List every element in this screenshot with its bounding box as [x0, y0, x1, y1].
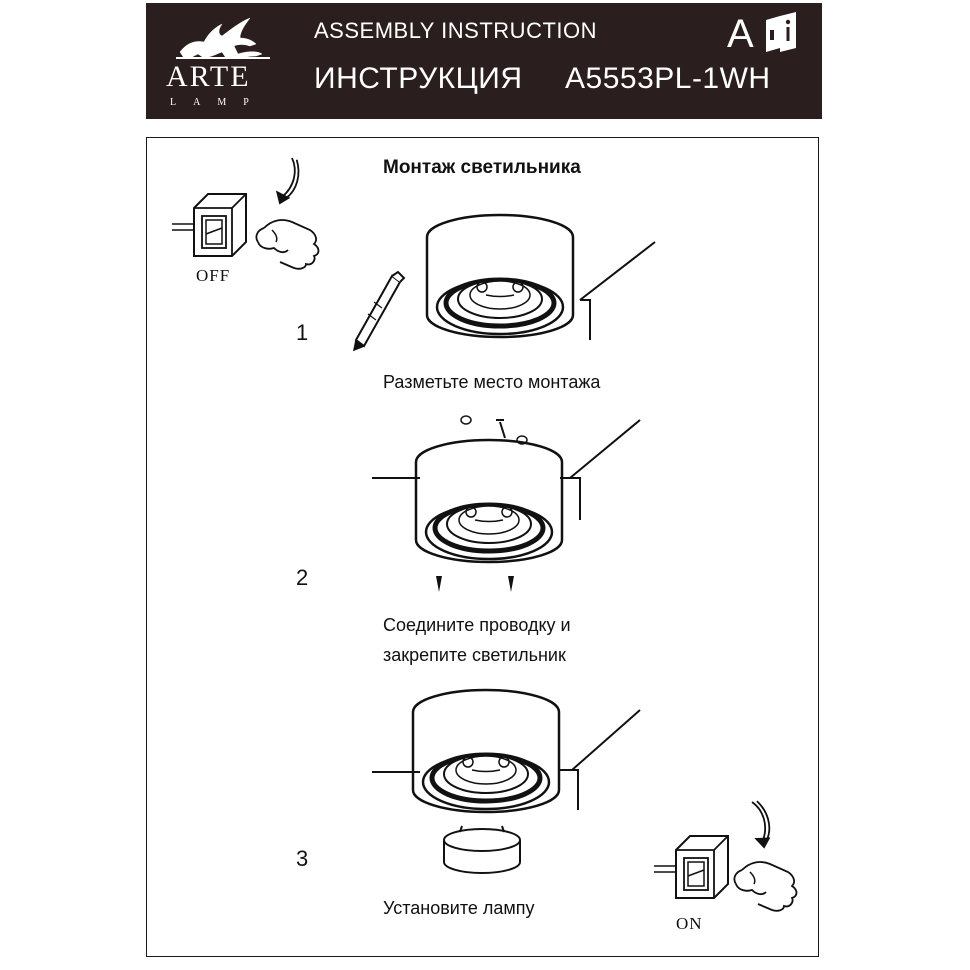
step-caption-line: Установите лампу: [383, 898, 535, 918]
step1-illustration: [354, 215, 655, 350]
step2-illustration: [372, 416, 640, 592]
step-caption: [383, 610, 571, 670]
section-title: Монтаж светильника: [383, 157, 581, 178]
lamp-bulb-icon: [444, 826, 520, 873]
step-caption: [383, 893, 535, 923]
header-badge-letter: A: [727, 12, 754, 56]
pencil-icon: [354, 272, 404, 350]
header-title-ru: ИНСТРУКЦИЯ: [314, 62, 523, 95]
step-caption-line: закрепите светильник: [383, 645, 566, 665]
header-model-code: A5553PL-1WH: [565, 62, 771, 95]
step-caption: [383, 367, 600, 397]
step3-illustration: [372, 690, 640, 873]
switch-on-label: ON: [676, 914, 703, 933]
screw-icon: [436, 576, 514, 592]
screw-hole-icon: [461, 416, 471, 424]
step-caption-line: Соедините проводку и: [383, 615, 571, 635]
step-caption-line: Разметьте место монтажа: [383, 372, 601, 392]
switch-off-icon: [172, 157, 319, 269]
step-number: 2: [296, 565, 309, 590]
step-number: 3: [296, 846, 309, 871]
header-title-en: ASSEMBLY INSTRUCTION: [314, 18, 598, 43]
brand-logo-sub: LAMP: [170, 97, 266, 108]
wire-icon: [496, 420, 505, 438]
switch-off-label: OFF: [196, 266, 231, 285]
brand-logo-name: ARTE: [166, 60, 251, 93]
switch-on-icon: [654, 800, 797, 911]
step-number: 1: [296, 320, 309, 345]
